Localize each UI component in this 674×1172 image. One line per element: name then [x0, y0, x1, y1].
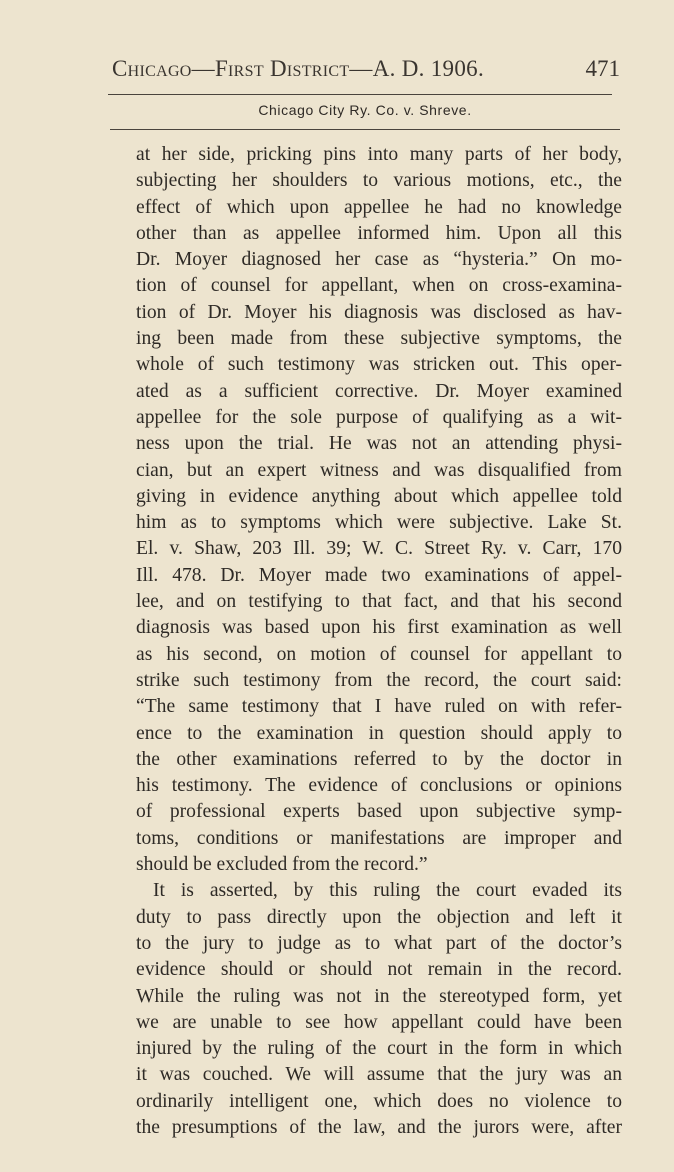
case-title-rule: [110, 129, 620, 130]
text-line: his testimony. The evidence of conclusions or opinions: [136, 775, 622, 797]
running-title: Chicago—First District—A. D. 1906.: [112, 56, 484, 81]
text-line: diagnosis was based upon his first examination as well: [136, 617, 622, 639]
text-line: at her side, pricking pins into many parts of her body,: [136, 144, 622, 165]
header-rule: [108, 94, 612, 95]
text-line: “The same testimony that I have ruled on with refer-: [136, 696, 622, 718]
text-line: Dr. Moyer diagnosed her case as “hysteria.” On mo-: [136, 249, 622, 271]
text-line: Ill. 478. Dr. Moyer made two examinations of appel-: [136, 564, 622, 586]
text-line: strike such testimony from the record, the court said:: [136, 669, 622, 691]
text-line: cian, but an expert witness and was disqualified from: [136, 459, 622, 481]
text-line: whole of such testimony was stricken out. This oper-: [136, 354, 622, 376]
text-line: El. v. Shaw, 203 Ill. 39; W. C. Street Ry. v. Carr, 170: [136, 538, 622, 560]
text-line: should be excluded from the record.”: [136, 854, 428, 876]
text-line: him as to symptoms which were subjective. Lake St.: [136, 512, 622, 534]
text-line: subjecting her shoulders to various motions, etc., the: [136, 170, 622, 192]
text-line: injured by the ruling of the court in the form in which: [136, 1038, 622, 1060]
text-line: tion of counsel for appellant, when on cross-examina-: [136, 275, 622, 297]
text-line: ence to the examination in question should apply to: [136, 722, 622, 744]
text-line: the other examinations referred to by the doctor in: [136, 748, 622, 770]
text-line: appellee for the sole purpose of qualifying as a wit-: [136, 406, 622, 428]
text-line: giving in evidence anything about which appellee told: [136, 485, 622, 507]
text-line: It is asserted, by this ruling the court evaded its: [153, 880, 622, 902]
text-line: duty to pass directly upon the objection and left it: [136, 906, 622, 928]
text-line: ordinarily intelligent one, which does no violence to: [136, 1090, 622, 1112]
text-line: it was couched. We will assume that the jury was an: [136, 1064, 622, 1086]
text-line: ness upon the trial. He was not an attending physi-: [136, 433, 622, 455]
text-line: as his second, on motion of counsel for appellant to: [136, 643, 622, 665]
text-line: tion of Dr. Moyer his diagnosis was disclosed as hav-: [136, 301, 622, 323]
text-line: evidence should or should not remain in the record.: [136, 959, 622, 981]
running-head: [112, 56, 620, 86]
text-line: effect of which upon appellee he had no knowledge: [136, 196, 622, 218]
text-line: the presumptions of the law, and the jurors were, after: [136, 1116, 622, 1138]
case-title: Chicago City Ry. Co. v. Shreve.: [258, 102, 472, 118]
text-line: While the ruling was not in the stereotyped form, yet: [136, 985, 622, 1007]
text-line: ated as a sufficient corrective. Dr. Moyer examined: [136, 380, 622, 402]
body-text: [136, 142, 622, 1141]
text-line: lee, and on testifying to that fact, and that his second: [136, 591, 622, 613]
text-line: to the jury to judge as to what part of the doctor’s: [136, 932, 622, 954]
page-number: 471: [585, 56, 620, 81]
text-line: toms, conditions or manifestations are improper and: [136, 827, 622, 849]
text-line: ing been made from these subjective symptoms, the: [136, 328, 622, 350]
text-line: of professional experts based upon subjective symp-: [136, 801, 622, 823]
text-line: other than as appellee informed him. Upon all this: [136, 222, 622, 244]
text-line: we are unable to see how appellant could have been: [136, 1011, 622, 1033]
